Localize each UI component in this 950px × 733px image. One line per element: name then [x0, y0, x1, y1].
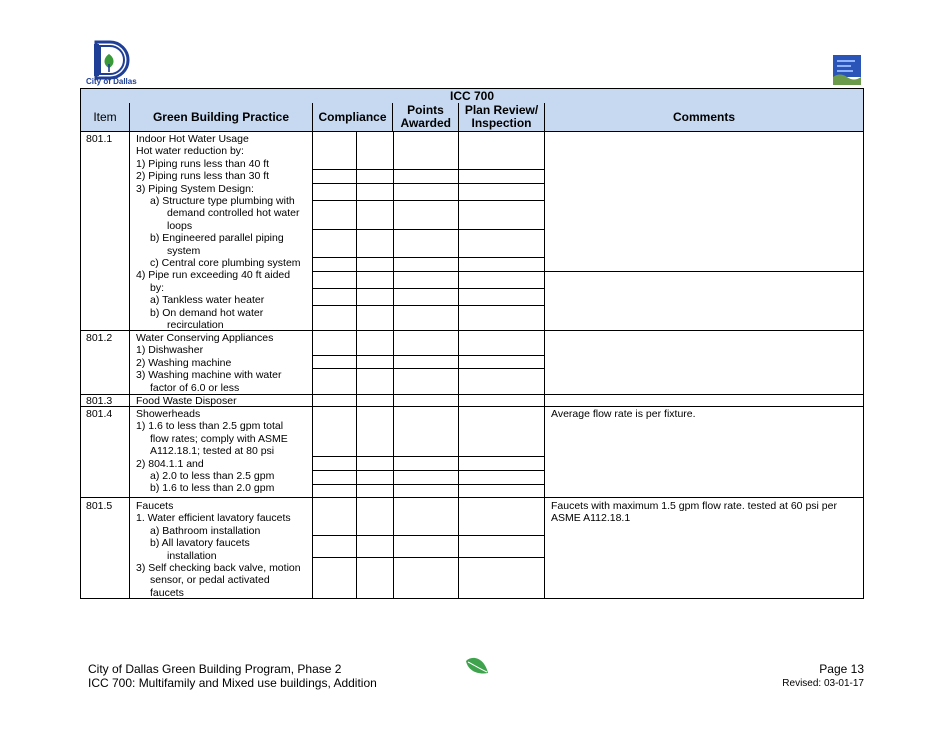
row-divider [80, 497, 864, 498]
green-building-logo [833, 55, 861, 85]
col-header-points: Points Awarded [393, 103, 459, 132]
revised-date: Revised: 03-01-17 [782, 678, 864, 689]
logo-text: City of Dallas [86, 77, 137, 86]
subrow-divider [312, 470, 545, 471]
practice-text: Showerheads 1) 1.6 to less than 2.5 gpm total flow rates; comply with ASME A112.18.1; tested at 80 psi 2) 804.1.1 and a) 2.0 to less than 2.5 gpm b) 1.6 to less than 2.0 gpm [136, 408, 288, 495]
subrow-divider [312, 557, 545, 558]
subrow-divider [312, 229, 545, 230]
subrow-divider [312, 355, 545, 356]
col-divider [393, 132, 394, 599]
col-header-compliance: Compliance [313, 103, 393, 132]
comment-text: Faucets with maximum 1.5 gpm flow rate. tested at 60 psi per ASME A112.18.1 [551, 500, 837, 525]
city-of-dallas-logo [82, 40, 138, 88]
col-divider [129, 132, 130, 599]
subrow-divider [312, 368, 545, 369]
item-number: 801.3 [86, 395, 113, 407]
practice-text: Faucets 1. Water efficient lavatory faucets a) Bathroom installation b) All lavatory faucets installation 3) Self checking back valve, motion sensor, or pedal activated faucets [136, 500, 301, 599]
subrow-divider [312, 183, 545, 184]
col-divider [356, 132, 357, 599]
subrow-divider [312, 169, 545, 170]
subrow-divider [312, 456, 545, 457]
footer-left: City of Dallas Green Building Program, Phase 2 ICC 700: Multifamily and Mixed use buildings, Addition [88, 662, 377, 690]
item-number: 801.4 [86, 408, 113, 420]
item-number: 801.5 [86, 500, 113, 512]
subrow-divider [312, 484, 545, 485]
page-number: Page 13 [819, 662, 864, 676]
table-title-band: ICC 700 [80, 88, 864, 104]
col-divider [458, 132, 459, 599]
subrow-divider [312, 288, 545, 289]
subrow-divider [312, 305, 545, 306]
col-header-comments: Comments [545, 103, 864, 132]
item-number: 801.1 [86, 133, 113, 145]
leaf-icon [464, 655, 490, 677]
col-header-plan-review: Plan Review/ Inspection [459, 103, 545, 132]
col-divider [544, 132, 545, 599]
comment-text: Average flow rate is per fixture. [551, 408, 696, 420]
col-header-practice: Green Building Practice [130, 103, 313, 132]
subrow-divider [312, 535, 545, 536]
col-divider [312, 132, 313, 599]
practice-text: Water Conserving Appliances 1) Dishwasher 2) Washing machine 3) Washing machine with water factor of 6.0 or less [136, 332, 282, 394]
practice-text: Indoor Hot Water Usage Hot water reduction by: 1) Piping runs less than 40 ft 2) Piping runs less than 30 ft 3) Piping System Design: a) Structure type plumbing with demand controlled hot water loops b) Engineered parallel piping system c) Central core plumbing system 4) Pipe run exceeding 40 ft aided by: a) Tankless water heater b) On demand hot water recirculation [136, 133, 301, 332]
subrow-divider [312, 200, 545, 201]
subrow-divider [312, 257, 545, 258]
item-number: 801.2 [86, 332, 113, 344]
col-header-item: Item [80, 103, 130, 132]
subrow-divider [312, 271, 864, 272]
practice-text: Food Waste Disposer [136, 395, 237, 407]
